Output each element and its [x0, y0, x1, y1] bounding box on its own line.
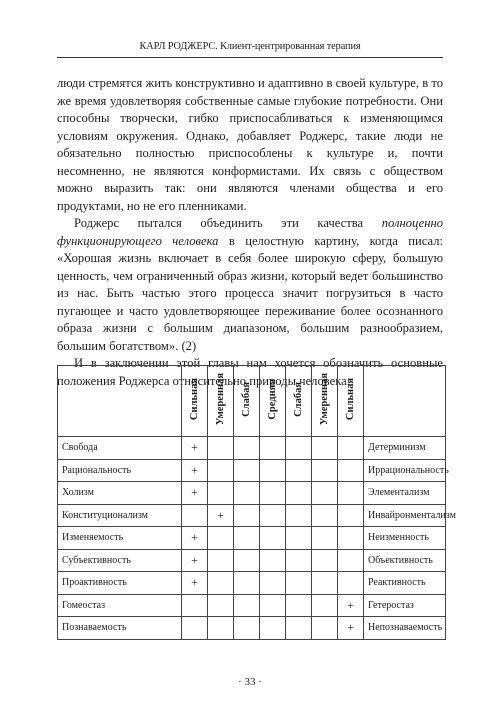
rating-cell — [234, 594, 260, 617]
rating-cell — [234, 572, 260, 595]
header-left-blank — [58, 366, 182, 437]
rating-cell — [234, 504, 260, 527]
table-row — [58, 504, 446, 527]
paragraph-2-italic-term: полноценно функционирующего человека — [57, 216, 443, 248]
row-left-pole: Рациональность — [58, 459, 182, 482]
body-text — [57, 75, 443, 390]
page-number: · 33 · — [238, 676, 262, 688]
rating-cell — [208, 572, 234, 595]
rating-cell: + — [182, 459, 208, 482]
rating-cell — [312, 437, 338, 460]
rating-cell — [312, 549, 338, 572]
row-left-pole: Холизм — [58, 482, 182, 505]
running-header: КАРЛ РОДЖЕРС. Клиент-центрированная терапия — [139, 41, 361, 52]
rating-cell — [208, 549, 234, 572]
rating-cell — [234, 549, 260, 572]
rating-cell — [286, 482, 312, 505]
row-left-pole: Конституционализм — [58, 504, 182, 527]
rating-cell — [182, 617, 208, 640]
rating-cell — [312, 459, 338, 482]
rating-cell — [338, 459, 364, 482]
header-right-blank — [364, 366, 446, 437]
rating-cell — [182, 504, 208, 527]
table-row — [58, 527, 446, 550]
header-strong-right: Сильная — [338, 366, 364, 437]
rating-cell: + — [182, 482, 208, 505]
rating-cell — [208, 482, 234, 505]
rating-cell — [286, 572, 312, 595]
rating-cell: + — [338, 594, 364, 617]
table-row — [58, 572, 446, 595]
row-left-pole: Субъективность — [58, 549, 182, 572]
header-middle: Средняя — [260, 366, 286, 437]
rating-cell — [286, 527, 312, 550]
rating-cell — [234, 527, 260, 550]
paragraph-1: люди стремятся жить конструктивно и адаптивно в своей культуре, в то же время удовлетворяя собственные самые глубокие потребности. Они способны творчески, гибко приспосабливаться к изменяющимся условиям окружения. Однако, добавляет Роджерс, такие люди не обязательно полностью приспособлены к культуре и, почти несомненно, не являются конформистами. Их связь с обществом можно выразить так: они являются членами общества и его продуктами, но не его пленниками. — [57, 76, 443, 213]
rating-cell — [208, 594, 234, 617]
header-weak-right: Слабая — [286, 366, 312, 437]
rating-cell — [286, 617, 312, 640]
rating-cell: + — [338, 617, 364, 640]
rating-cell — [208, 459, 234, 482]
header-moderate-right: Умеренная — [312, 366, 338, 437]
rating-cell — [260, 527, 286, 550]
paragraph-2-start: Роджерс пытался объединить эти качества — [74, 216, 382, 230]
table-row — [58, 482, 446, 505]
row-right-pole: Элементализм — [364, 482, 446, 505]
rating-cell: + — [182, 549, 208, 572]
row-right-pole: Непознаваемость — [364, 617, 446, 640]
row-left-pole: Гомеостаз — [58, 594, 182, 617]
header-weak-left: Слабая — [234, 366, 260, 437]
table-row — [58, 594, 446, 617]
rating-cell — [312, 594, 338, 617]
rating-cell — [286, 459, 312, 482]
paragraph-2-quote: в целостную картину, когда писал: «Хорошая жизнь включает в себя более широкую сферу, большую ценность, чем ограниченный образ жизни, который ведет большинство из нас. Быть частью этого процесса значит погрузиться в часто пугающее и часто удовлетворяющее переживание более осознанного образа жизни с большим диапазоном, большим разнообразием, большим богатством». — [57, 233, 443, 353]
table-body — [58, 437, 456, 640]
rating-cell: + — [208, 504, 234, 527]
rating-cell — [286, 549, 312, 572]
rating-cell — [260, 459, 286, 482]
row-left-pole: Познаваемость — [58, 617, 182, 640]
rating-cell — [286, 594, 312, 617]
rating-cell — [260, 482, 286, 505]
rating-cell — [286, 504, 312, 527]
table-header-row — [58, 366, 446, 437]
rating-cell — [286, 437, 312, 460]
rating-cell — [208, 527, 234, 550]
rating-cell: + — [182, 572, 208, 595]
paragraph-2-reference: (2) — [178, 338, 197, 353]
rating-cell — [338, 504, 364, 527]
rating-cell — [260, 549, 286, 572]
human-nature-table — [57, 365, 456, 640]
rating-cell — [338, 527, 364, 550]
row-right-pole: Неизменность — [364, 527, 446, 550]
rating-cell — [182, 594, 208, 617]
row-right-pole: Иррациональность — [364, 459, 446, 482]
rating-cell — [260, 437, 286, 460]
row-right-pole: Гетеростаз — [364, 594, 446, 617]
header-strong-left: Сильная — [182, 366, 208, 437]
row-left-pole: Свобода — [58, 437, 182, 460]
paragraph-3: И в заключении этой главы нам хочется обозначить основные положения Роджерса относительно природы человека. — [57, 356, 443, 388]
rating-cell — [234, 437, 260, 460]
header-divider — [57, 57, 443, 58]
row-right-pole: Объективность — [364, 549, 446, 572]
table-row — [58, 549, 446, 572]
table-row — [58, 437, 446, 460]
rating-cell — [312, 572, 338, 595]
rating-cell — [312, 482, 338, 505]
rating-cell: + — [182, 437, 208, 460]
rating-cell — [338, 572, 364, 595]
rating-cell — [338, 549, 364, 572]
rating-cell — [312, 504, 338, 527]
rating-cell — [338, 482, 364, 505]
rating-cell — [208, 617, 234, 640]
row-left-pole: Изменяемость — [58, 527, 182, 550]
rating-cell — [260, 617, 286, 640]
row-right-pole: Реактивность — [364, 572, 446, 595]
rating-cell — [234, 459, 260, 482]
paragraph-2 — [57, 215, 443, 355]
rating-cell — [338, 437, 364, 460]
table-row — [58, 617, 446, 640]
row-right-pole: Инвайронментализм — [364, 504, 446, 527]
rating-cell — [260, 594, 286, 617]
rating-cell — [208, 437, 234, 460]
rating-cell — [234, 482, 260, 505]
rating-cell — [260, 572, 286, 595]
row-right-pole: Детерминизм — [364, 437, 446, 460]
header-moderate-left: Умеренная — [208, 366, 234, 437]
rating-cell — [234, 617, 260, 640]
rating-cell — [312, 617, 338, 640]
rating-cell: + — [182, 527, 208, 550]
rating-cell — [260, 504, 286, 527]
table-row — [58, 459, 446, 482]
rating-cell — [312, 527, 338, 550]
row-left-pole: Проактивность — [58, 572, 182, 595]
